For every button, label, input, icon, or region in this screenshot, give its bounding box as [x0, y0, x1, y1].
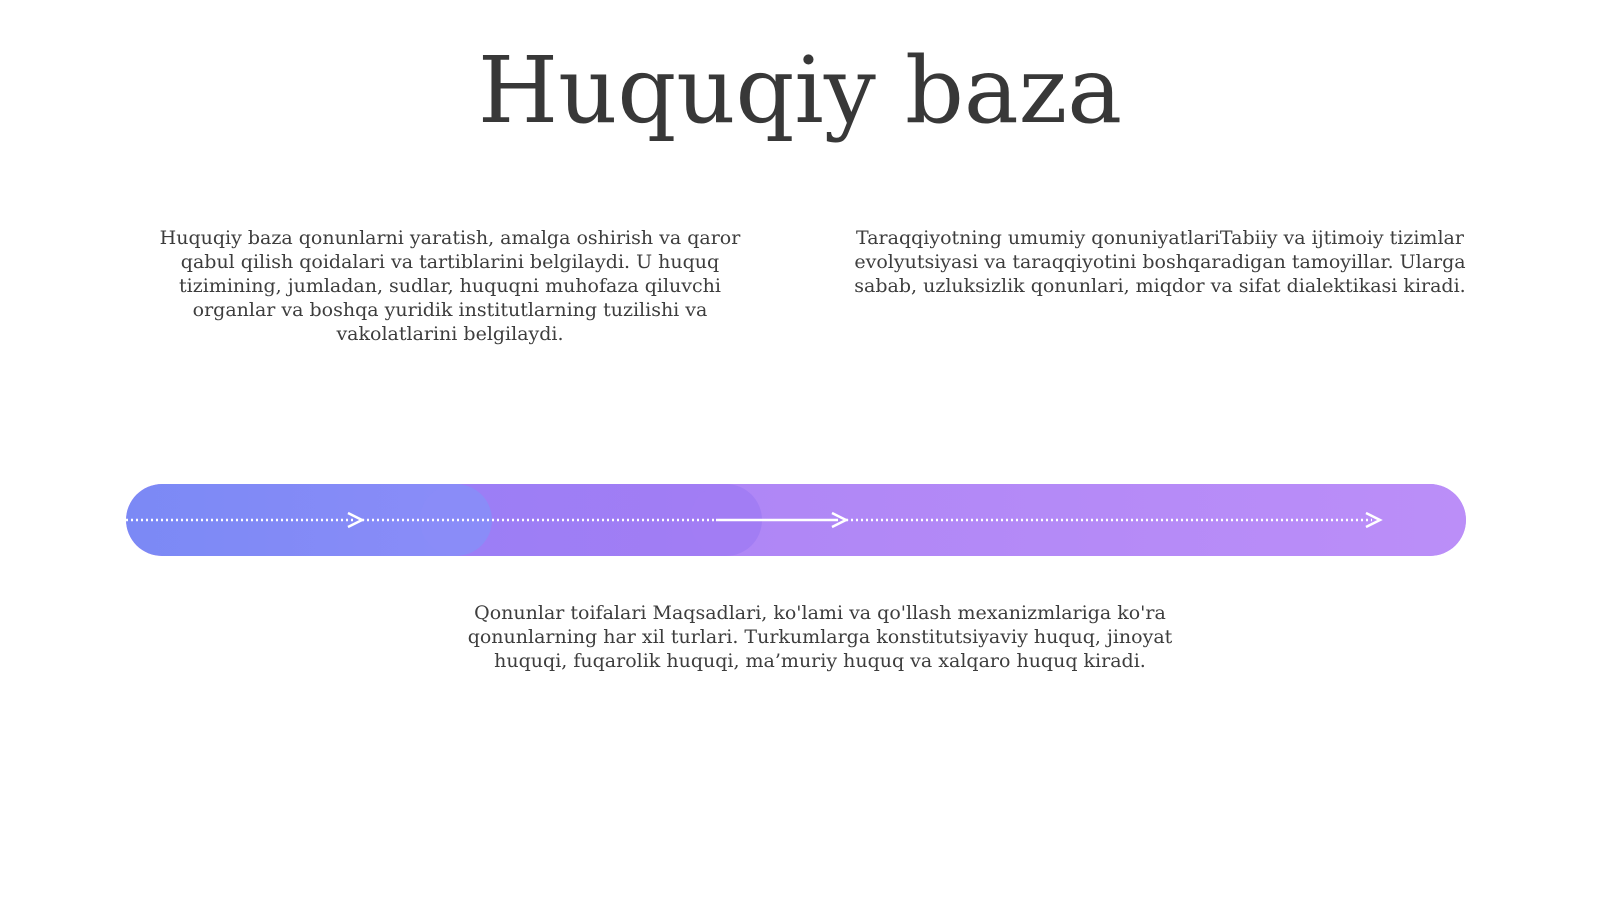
text-block-right: Taraqqiyotning umumiy qonuniyatlariTabiiy va ijtimoiy tizimlar evolyutsiyasi va taraqqiyotini boshqaradigan tamoyillar. Ularga sabab, uzluksizlik qonunlari, miqdor va sifat dialektikasi kiradi.: [854, 227, 1466, 297]
timeline-arrows: [126, 484, 1466, 556]
timeline-bar: [126, 484, 1466, 556]
slide-title: Huquqiy baza: [477, 37, 1123, 144]
text-block-bottom: Qonunlar toifalari Maqsadlari, ko'lami va qo'llash mexanizmlariga ko'ra qonunlarning har xil turlari. Turkumlarga konstitutsiyaviy huquq, jinoyat huquqi, fuqarolik huquqi, ma’muriy huquq va xalqaro huquq kiradi.: [467, 602, 1173, 672]
text-block-left: Huquqiy baza qonunlarni yaratish, amalga oshirish va qaror qabul qilish qoidalari va tartiblarini belgilaydi. U huquq tizimining, jumladan, sudlar, huquqni muhofaza qiluvchi organlar va boshqa yuridik institutlarning tuzilishi va vakolatlarini belgilaydi.: [159, 227, 741, 345]
arrow-head-3-icon: [1366, 513, 1380, 527]
arrow-head-1-icon: [348, 513, 362, 527]
